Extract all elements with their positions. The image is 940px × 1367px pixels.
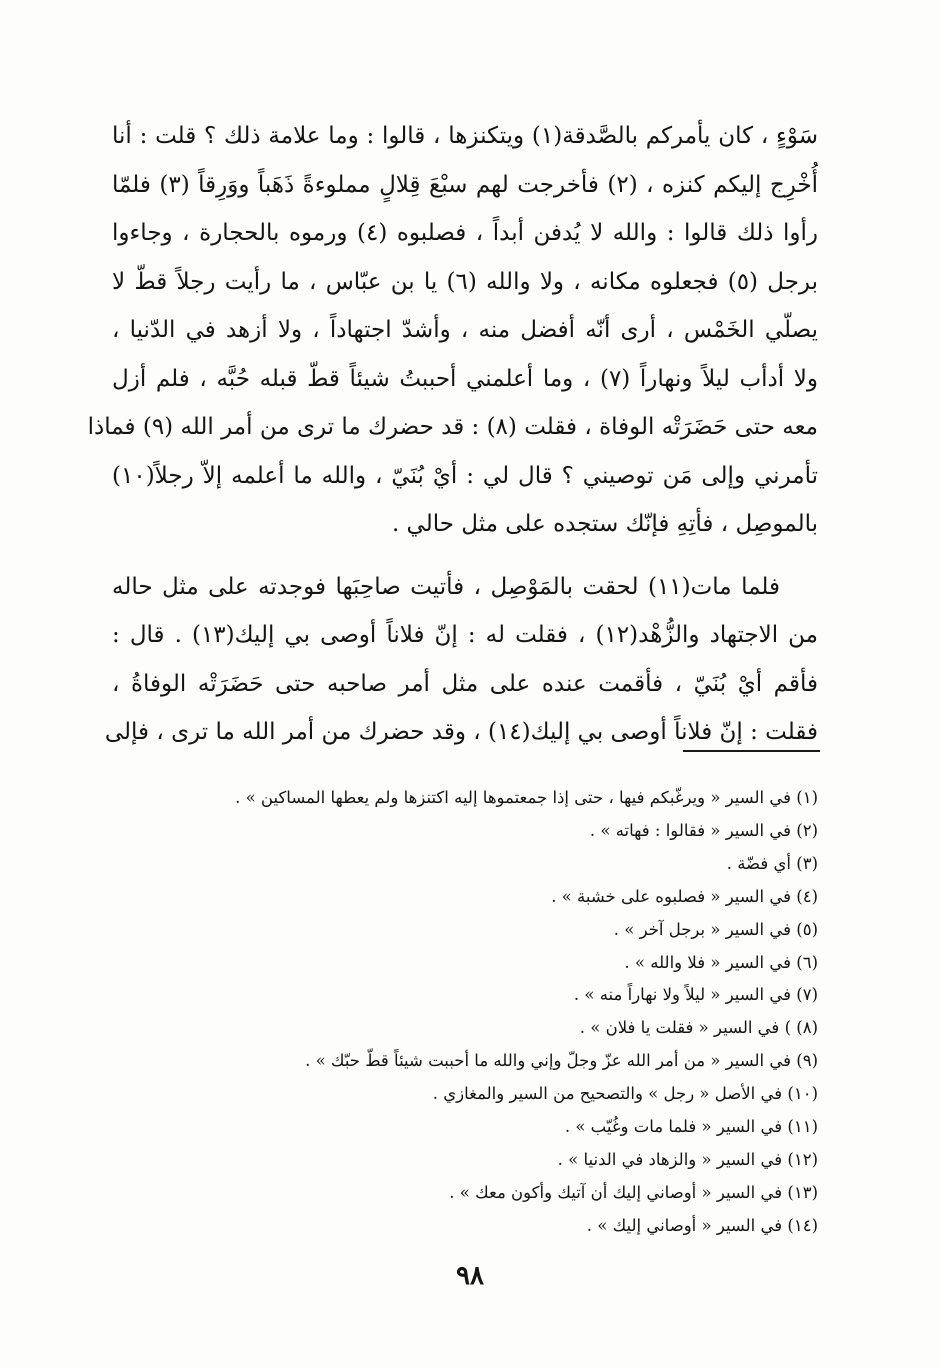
text-line: يصلّي الخَمْس ، أرى أنّه أفضل منه ، وأشدّ اجتهاداً ، ولا أزهد في الدّنيا ، xyxy=(112,317,818,343)
paragraph-1 xyxy=(87,112,819,549)
footnote: (٧) في السير « ليلاً ولا نهاراً منه » . xyxy=(573,985,818,1005)
text-line: برجل (٥) فجعلوه مكانه ، ولا والله (٦) يا بن عبّاس ، ما رأيت رجلاً قطّ لا xyxy=(112,268,818,295)
footnotes xyxy=(112,782,818,1243)
footnote: (١٢) في السير « والزهاد في الدنيا » . xyxy=(557,1149,818,1169)
text-line: رأوا ذلك قالوا : والله لا يُدفن أبداً ، فصلبوه (٤) ورموه بالحجارة ، وجاءوا xyxy=(112,220,818,246)
text-line: ولا أدأب ليلاً ونهاراً (٧) ، وما أعلمني أحببتُ شيئاً قطّ قبله حُبَّه ، فلم أزل xyxy=(112,365,818,392)
text-line: تأمرني وإلى مَن توصيني ؟ قال لي : أيْ بُنَيّ ، والله ما أعلمه إلاّ رجلاً(١٠) xyxy=(112,462,818,489)
text-line: معه حتى حَضَرَتْه الوفاة ، فقلت (٨) : قد حضرك ما ترى من أمر الله (٩) فماذا xyxy=(87,414,818,440)
text-line: فلما مات(١١) لحقت بالمَوْصِل ، فأتيت صاحِبَها فوجدته على مثل حاله xyxy=(112,573,780,600)
main-text xyxy=(87,112,819,757)
footnote-separator xyxy=(683,750,820,752)
footnote: (٣) أي فضّة . xyxy=(726,853,818,873)
text-line: فأقم أيْ بُنَيّ ، فأقمت عنده على مثل أمر صاحبه حتى حَضَرَتْه الوفاةُ ، xyxy=(112,670,818,697)
footnote: (١٠) في الأصل « رجل » والتصحيح من السير والمغازي . xyxy=(432,1084,818,1104)
footnote: (١١) في السير « فلما مات وغُيّب » . xyxy=(564,1117,818,1137)
footnote: (٦) في السير « فلا والله » . xyxy=(624,952,818,972)
text-line: فقلت : إنّ فلاناً أوصى بي إليك(١٤) ، وقد حضرك من أمر الله ما ترى ، فإلى xyxy=(104,719,818,745)
text-line: من الاجتهاد والزُّهْد(١٢) ، فقلت له : إنّ فلاناً أوصى بي إليك(١٣) . قال : xyxy=(112,622,819,648)
footnote: (١) في السير « ويرغّبكم فيها ، حتى إذا جمعتموها إليه اكتنزها ولم يعطها المساكين » . xyxy=(235,788,818,807)
footnote: (٩) في السير « من أمر الله عزّ وجلّ وإني والله ما أحببت شيئاً قطّ حبّك » . xyxy=(305,1051,818,1071)
footnote: (١٤) في السير « أوصاني إليك » . xyxy=(586,1215,818,1235)
footnote: (٤) في السير « فصلبوه على خشبة » . xyxy=(551,886,818,906)
footnote: (٥) في السير « برجل آخر » . xyxy=(613,919,818,939)
text-line: أُخْرِج إليكم كنزه ، (٢) فأخرجت لهم سبْعَ قِلالٍ مملوءةً ذَهَباً ووَرِقاً (٣) فلمّا xyxy=(112,171,819,198)
text-line: بالموصِل ، فأتِهِ فإنّك ستجده على مثل حالي . xyxy=(391,511,818,537)
footnote: (٨) ) في السير « فقلت يا فلان » . xyxy=(579,1018,818,1038)
text-line: سَوْءٍ ، كان يأمركم بالصَّدقة(١) ويتكنزها ، قالوا : وما علامة ذلك ؟ قلت : أنا xyxy=(112,123,818,149)
footnote: (١٣) في السير « أوصاني إليك أن آتيك وأكون معك » . xyxy=(449,1182,818,1202)
paragraph-2 xyxy=(104,563,819,757)
page-number: ٩٨ xyxy=(456,1261,484,1291)
footnote: (٢) في السير « فقالوا : فهاته » . xyxy=(589,820,818,840)
